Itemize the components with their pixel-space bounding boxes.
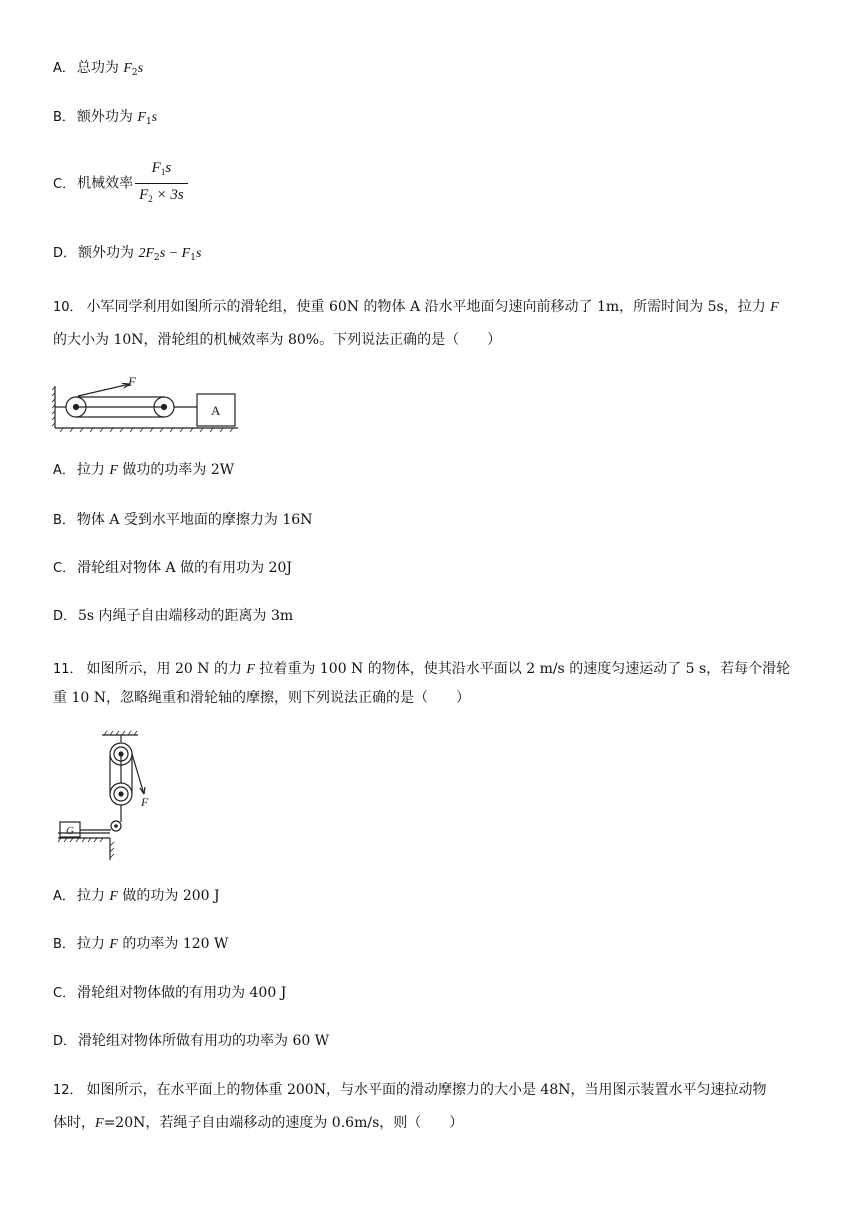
efficiency-fraction: $\frac{F_1s}{F_2 \times 3s}$	[135, 158, 188, 209]
q11-block-label: G	[66, 825, 74, 837]
q11-option-a: A． 拉力 F 做的功为 200 J	[53, 888, 220, 904]
q11-option-b: B． 拉力 F 的功率为 120 W	[53, 936, 229, 952]
q10-option-b: B． 物体 A 受到水平地面的摩擦力为 16N	[53, 512, 313, 528]
q10-block-label: A	[211, 403, 221, 418]
q10-force-label: F	[128, 374, 136, 389]
q9-option-a: A． 总功为 $F_2s$	[53, 60, 144, 78]
q9-option-b: B． 额外功为 $F_1s$	[53, 109, 158, 127]
q12-stem-line1: 12． 如图所示，在水平面上的物体重 200N，与水平面的滑动摩擦力的大小是 48N，当用图示装置水平匀速拉动物	[53, 1082, 767, 1098]
q10-pulley-figure	[52, 374, 242, 434]
q10-option-c: C． 滑轮组对物体 A 做的有用功为 20J	[53, 560, 292, 576]
q10-stem-line2: 的大小为 10N，滑轮组的机械效率为 80%。下列说法正确的是（ ）	[53, 332, 502, 348]
q11-stem-line1: 11． 如图所示，用 20 N 的力 F 拉着重为 100 N 的物体，使其沿水平面以 2 m/s 的速度匀速运动了 5 s，若每个滑轮	[53, 661, 791, 677]
q10-option-a: A． 拉力 F 做功的功率为 2W	[53, 462, 235, 478]
q11-option-c: C． 滑轮组对物体做的有用功为 400 J	[53, 985, 287, 1001]
q10-option-d: D． 5s 内绳子自由端移动的距离为 3m	[53, 608, 294, 624]
q11-option-d: D． 滑轮组对物体所做有用功的功率为 60 W	[53, 1033, 330, 1049]
q10-stem-line1: 10． 小军同学利用如图所示的滑轮组，使重 60N 的物体 A 沿水平地面匀速向前移动了 1m，所需时间为 5s，拉力 F	[53, 299, 779, 315]
q11-pulley-figure	[50, 730, 160, 862]
q11-stem-line2: 重 10 N，忽略绳重和滑轮轴的摩擦，则下列说法正确的是（ ）	[53, 690, 470, 706]
q9-option-d: D． 额外功为 $2F_2s - F_1s$	[53, 245, 202, 263]
q12-stem-line2: 体时，F=20N，若绳子自由端移动的速度为 0.6m/s，则（ ）	[53, 1115, 464, 1131]
q9-option-c: C． 机械效率 $\frac{F_1s}{F_2 \times 3s}$	[53, 158, 188, 209]
q11-force-label: F	[141, 795, 149, 809]
